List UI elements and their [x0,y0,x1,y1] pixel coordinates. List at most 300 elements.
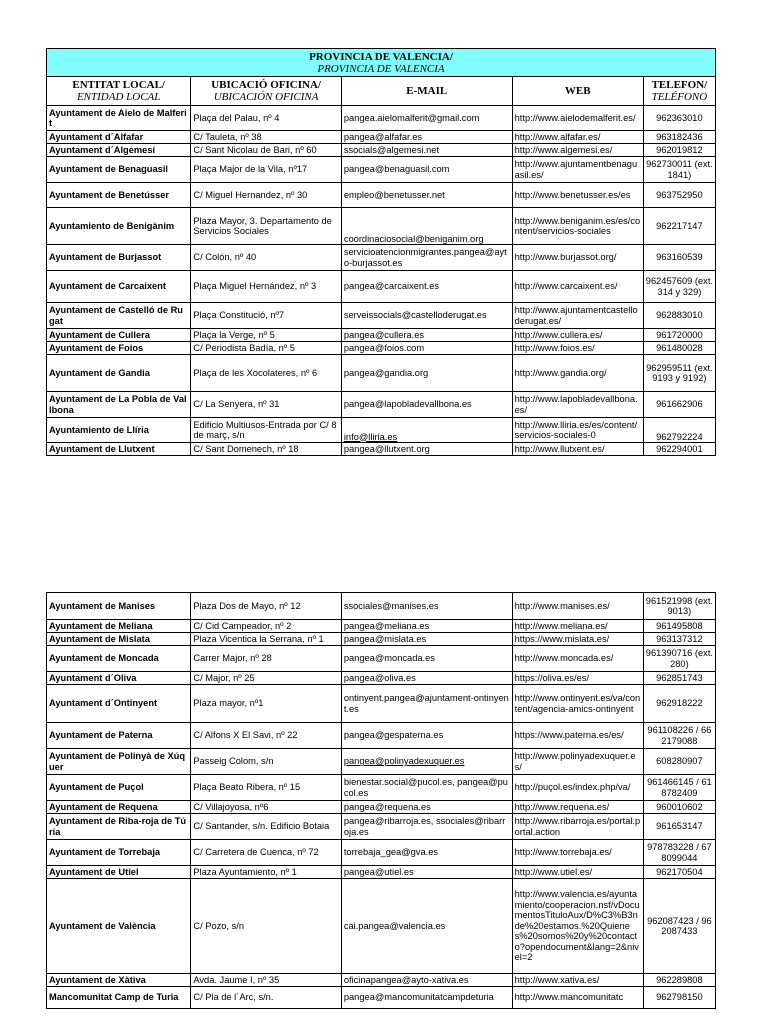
email-cell[interactable] [341,620,512,633]
web-cell-text[interactable]: https://www.paterna.es/es/ [514,730,624,741]
entity-cell-text: Ayuntament de Gandia [49,367,150,378]
office-cell [191,106,341,131]
table-row [47,633,716,646]
phone-cell-text: 961466145 / 618782409 [647,777,712,798]
web-cell-text[interactable]: http://www.ajuntamentcastelloderugat.es/ [514,305,638,326]
office-cell [191,801,341,814]
header-phone-line2: TELÉFONO [651,91,708,103]
web-cell[interactable] [512,987,643,1009]
web-cell-text[interactable]: http://www.manises.es/ [514,600,610,611]
office-cell [191,723,341,749]
office-cell [191,840,341,866]
phone-cell-text: 962087423 / 962087433 [647,915,712,936]
email-cell[interactable] [341,418,512,443]
phone-cell [643,633,715,646]
entity-cell [47,593,191,620]
email-cell-text[interactable]: pangea@polinyadexuquer.es [343,756,465,767]
phone-cell [643,131,715,144]
phone-cell [643,144,715,157]
table-row [47,271,716,303]
header-phone [643,77,715,106]
office-cell [191,443,341,456]
table-row [47,801,716,814]
office-cell [191,879,341,974]
web-cell[interactable] [512,646,643,672]
entity-cell [47,879,191,974]
web-cell[interactable] [512,749,643,775]
entity-cell-text: Ayuntament de Paterna [49,730,153,741]
office-cell [191,814,341,840]
email-cell-text[interactable]: pangea@carcaixent.es [343,281,440,292]
table-row [47,879,716,974]
phone-cell-text: 962363010 [656,112,703,123]
phone-cell [643,866,715,879]
web-cell[interactable] [512,303,643,329]
phone-cell [643,392,715,418]
office-cell-text: C/ Miguel Hernandez, nº 30 [193,189,308,200]
table-row [47,329,716,342]
web-cell-text[interactable]: http://www.alfafar.es/ [514,131,601,142]
email-cell-text[interactable]: pangea@benaguasil.com [343,164,450,175]
email-cell-text[interactable]: oficinapangea@ayto-xativa.es [343,974,469,985]
office-cell [191,672,341,685]
email-cell-text[interactable]: pangea.aielomalferit@gmail.com [343,112,480,123]
email-cell-text[interactable]: serveissocials@castelloderugat.es [343,310,487,321]
table-row [47,723,716,749]
web-cell[interactable] [512,392,643,418]
office-cell [191,245,341,271]
web-cell[interactable] [512,355,643,392]
email-cell[interactable] [341,814,512,840]
email-cell[interactable] [341,672,512,685]
entity-cell [47,646,191,672]
office-cell [191,620,341,633]
office-cell [191,987,341,1009]
web-cell[interactable] [512,208,643,245]
web-cell-text[interactable]: http://www.gandia.org/ [514,367,607,378]
entity-cell-text: Ayuntament d´Algemesí [49,144,156,155]
header-office [191,77,341,106]
email-cell[interactable] [341,443,512,456]
web-cell-text[interactable]: http://www.valencia.es/ayuntamiento/cooperacion.nsf/vDocumentosTituloAux/D%C3%B3nde%20estamos.%20Quienes%20somos%20y%20contacto?opendocument&lang=2&nivel=2 [514,889,640,963]
office-cell-text: C/ Periodista Badía, nº 5 [193,342,295,353]
municipalities-table-2 [46,592,716,1009]
email-cell-text[interactable]: empleo@benetusser.net [343,189,445,200]
web-cell[interactable] [512,672,643,685]
web-cell[interactable] [512,342,643,355]
web-cell-text[interactable]: http://www.lapobladevallbona.es/ [514,394,638,415]
table-row [47,814,716,840]
email-cell-text[interactable]: pangea@ribarroja.es, ssociales@ribarroja.es [343,816,506,837]
email-cell-text[interactable]: pangea@utiel.es [343,866,414,877]
entity-cell-text: Ayuntament de Puçol [49,782,144,793]
email-cell-text[interactable]: pangea@moncada.es [343,653,435,664]
office-cell-text: C/ Tauleta, nº 38 [193,131,262,142]
table-2-body [47,593,716,1009]
office-cell-text: Plaza Dos de Mayo, nº 12 [193,600,301,611]
email-cell[interactable] [341,974,512,987]
web-cell[interactable] [512,723,643,749]
header-web: WEB [512,77,643,106]
email-cell-text[interactable]: pangea@mancomunitatcampdeturia [343,992,494,1003]
phone-cell [643,987,715,1009]
web-cell-text[interactable]: http://www.meliana.es/ [514,620,608,631]
phone-cell-text: 963182436 [656,131,703,142]
web-cell[interactable] [512,620,643,633]
office-cell [191,749,341,775]
entity-cell [47,840,191,866]
table-row [47,303,716,329]
web-cell[interactable] [512,443,643,456]
phone-cell [643,443,715,456]
web-cell-text[interactable]: https://oliva.es/es/ [514,672,590,683]
office-cell [191,775,341,801]
phone-cell-text: 608280907 [656,756,703,767]
email-cell-text[interactable]: ssocials@algemesi.net [343,144,440,155]
phone-cell-text: 961521998 (ext. 9013) [645,595,713,616]
entity-cell-text: Ayuntamiento de Benigànim [49,220,175,231]
table-row [47,987,716,1009]
phone-cell-text: 961720000 [656,329,703,340]
office-cell-text: C/ Villajoyosa, nº6 [193,801,269,812]
web-cell-text[interactable]: http://www.ontinyent.es/va/content/agencia-amics-ontinyent [514,693,641,714]
phone-cell [643,974,715,987]
email-cell[interactable] [341,342,512,355]
web-cell[interactable] [512,879,643,974]
office-cell-text: Avda. Jaume I, nº 35 [193,974,280,985]
entity-cell [47,245,191,271]
table-row [47,974,716,987]
email-cell[interactable] [341,749,512,775]
phone-cell [643,814,715,840]
phone-cell-text: 962798150 [656,992,703,1003]
entity-cell [47,974,191,987]
phone-cell [643,106,715,131]
email-cell[interactable] [341,355,512,392]
web-cell[interactable] [512,685,643,723]
table-row [47,157,716,183]
entity-cell [47,355,191,392]
web-cell-text[interactable]: https://www.mislata.es/ [514,633,610,644]
entity-cell [47,620,191,633]
web-cell-text[interactable]: http://www.foios.es/ [514,342,595,353]
entity-cell [47,814,191,840]
phone-cell [643,355,715,392]
entity-cell-text: Ayuntament de Torrebaja [49,847,161,858]
email-cell-text[interactable]: ssociales@manises.es [343,600,439,611]
phone-cell-text: 961662906 [656,399,703,410]
email-cell[interactable] [341,633,512,646]
office-cell-text: Edificio Multiusos-Entrada por C/ 8 de març, s/n [193,419,337,440]
entity-cell-text: Ayuntament de Mislata [49,633,150,644]
entity-cell-text: Ayuntament d´Ontinyent [49,698,158,709]
office-cell [191,685,341,723]
phone-cell [643,303,715,329]
email-cell-text[interactable]: servicioatencionmigrantes.pangea@ayto-burjassot.es [343,247,507,268]
email-cell-text[interactable]: torrebaja_gea@gva.es [343,847,439,858]
phone-cell-text: 963752950 [656,189,703,200]
email-cell[interactable] [341,208,512,245]
office-cell-text: Plaza Vicentica la Serrana, nº 1 [193,633,324,644]
phone-cell [643,879,715,974]
entity-cell [47,131,191,144]
web-cell[interactable] [512,418,643,443]
phone-cell [643,672,715,685]
table-row [47,144,716,157]
web-cell-text[interactable]: http://www.polinyadexuquer.es/ [514,751,636,772]
web-cell[interactable] [512,633,643,646]
office-cell [191,355,341,392]
phone-cell [643,723,715,749]
phone-cell-text: 962294001 [656,443,703,454]
phone-cell-text: 962019812 [656,144,703,155]
entity-cell [47,723,191,749]
office-cell-text: C/ Colón, nº 40 [193,252,257,263]
office-cell-text: Passeig Colom, s/n [193,756,274,767]
office-cell [191,329,341,342]
office-cell-text: Plaça de les Xocolateres, nº 6 [193,367,318,378]
web-cell[interactable] [512,329,643,342]
web-cell-text[interactable]: http://www.aielodemalferit.es/ [514,112,636,123]
table-row [47,183,716,208]
header-entity-line2: ENTIDAD LOCAL [76,91,161,103]
office-cell-text: C/ La Senyera, nº 31 [193,399,280,410]
email-cell-text[interactable]: pangea@meliana.es [343,620,430,631]
office-cell-text: Plaça del Palau, nº 4 [193,112,280,123]
entity-cell-text: Ayuntament de Meliana [49,620,153,631]
table-row [47,840,716,866]
web-cell-text[interactable]: http://www.benetusser.es/es [514,189,631,200]
office-cell-text: C/ Santander, s/n. Edificio Botaia [193,821,330,832]
phone-cell-text: 962217147 [656,220,703,231]
email-cell[interactable] [341,879,512,974]
entity-cell-text: Ayuntament de Burjassot [49,252,162,263]
phone-cell [643,749,715,775]
email-cell-text[interactable]: pangea@alfafar.es [343,131,423,142]
table-row [47,749,716,775]
entity-cell [47,157,191,183]
web-cell-text[interactable]: http://www.lliria.es/es/content/servicios-sociales-0 [514,419,638,440]
email-cell-text[interactable]: pangea@requena.es [343,801,431,812]
entity-cell [47,144,191,157]
table-row [47,672,716,685]
phone-cell-text: 961390716 (ext. 280) [645,648,713,669]
phone-cell [643,775,715,801]
office-cell-text: Plaza mayor, nº1 [193,698,264,709]
email-cell-text[interactable]: pangea@llutxent.org [343,443,430,454]
phone-cell-text: 961495808 [656,620,703,631]
web-cell-text[interactable]: http://puçol.es/index.php/va/ [514,782,631,793]
web-cell[interactable] [512,775,643,801]
header-email: E-MAIL [341,77,512,106]
phone-cell-text: 962457609 (ext. 314 y 329) [645,276,713,297]
web-cell[interactable] [512,814,643,840]
email-cell[interactable] [341,840,512,866]
web-cell[interactable] [512,271,643,303]
email-cell[interactable] [341,723,512,749]
email-cell-text[interactable]: pangea@cullera.es [343,329,425,340]
table-row [47,775,716,801]
email-cell[interactable] [341,106,512,131]
entity-cell-text: Ayuntament de Benetússer [49,189,170,200]
web-cell-text[interactable]: http://www.xativa.es/ [514,974,600,985]
entity-cell-text: Ayuntament de Benaguasil [49,164,168,175]
office-cell-text: C/ Alfons X El Savi, nº 22 [193,730,298,741]
office-cell [191,974,341,987]
phone-cell-text: 961480028 [656,342,703,353]
email-cell[interactable] [341,866,512,879]
web-cell-text[interactable]: http://www.torrebaja.es/ [514,847,612,858]
table-row [47,106,716,131]
phone-cell [643,801,715,814]
phone-cell [643,620,715,633]
email-cell[interactable] [341,303,512,329]
web-cell[interactable] [512,106,643,131]
web-cell[interactable] [512,183,643,208]
entity-cell-text: Ayuntament de Moncada [49,653,159,664]
entity-cell-text: Ayuntament de València [49,920,156,931]
office-cell [191,593,341,620]
web-cell-text[interactable]: http://www.beniganim.es/es/content/servicios-sociales [514,215,641,236]
header-phone-line1: TELEFON/ [651,79,708,91]
email-cell-text[interactable]: pangea@gandia.org [343,367,429,378]
table-row [47,866,716,879]
phone-cell-text: 978783228 / 678099044 [647,842,712,863]
web-cell[interactable] [512,245,643,271]
email-cell[interactable] [341,646,512,672]
header-office-line1: UBICACIÓ OFICINA/ [211,79,321,91]
office-cell-text: Plaza Mayor, 3. Departamento de Servicios Sociales [193,215,332,236]
email-cell[interactable] [341,392,512,418]
phone-cell-text: 962792224 [656,431,703,442]
web-cell-text[interactable]: http://www.ribarroja.es/portal.portal.action [514,816,641,837]
email-cell-text[interactable]: pangea@mislata.es [343,633,427,644]
province-title-line1: PROVINCIA DE VALENCIA/ [309,51,453,63]
email-cell[interactable] [341,183,512,208]
entity-cell [47,303,191,329]
email-cell-text[interactable]: cai.pangea@valencia.es [343,920,446,931]
web-cell-text[interactable]: http://www.moncada.es/ [514,653,614,664]
web-cell[interactable] [512,801,643,814]
office-cell-text: Plaça Miguel Hernández, nº 3 [193,281,317,292]
email-cell[interactable] [341,801,512,814]
office-cell-text: C/ Pla de l´Arc, s/n. [193,992,274,1003]
web-cell-text[interactable]: http://www.mancomunitatc [514,992,624,1003]
email-cell[interactable] [341,329,512,342]
entity-cell-text: Ayuntament d´Alfafar [49,131,144,142]
table-row [47,443,716,456]
email-cell[interactable] [341,157,512,183]
phone-cell [643,183,715,208]
email-cell-text[interactable]: pangea@foios.com [343,342,425,353]
office-cell-text: Plaça la Verge, nº 5 [193,329,275,340]
phone-cell-text: 962730011 (ext. 1841) [646,159,713,180]
entity-cell [47,208,191,245]
table-row [47,685,716,723]
phone-cell [643,418,715,443]
web-cell-text[interactable]: http://www.algemesi.es/ [514,144,613,155]
entity-cell-text: Ayuntament de La Pobla de Vallbona [49,394,187,415]
phone-cell-text: 962170504 [656,866,703,877]
web-cell-text[interactable]: http://www.cullera.es/ [514,329,603,340]
entity-cell-text: Ayuntamiento de Llíria [49,424,149,435]
email-cell-text[interactable]: bienestar.social@pucol.es, pangea@pucol.es [343,777,508,798]
web-cell-text[interactable]: http://www.burjassot.org/ [514,252,617,263]
phone-cell [643,840,715,866]
entity-cell-text: Ayuntament de Manises [49,600,156,611]
entity-cell [47,183,191,208]
web-cell-text[interactable]: http://www.requena.es/ [514,801,610,812]
entity-cell-text: Ayuntament de Carcaixent [49,281,166,292]
web-cell[interactable] [512,593,643,620]
entity-cell-text: Ayuntament de Requena [49,801,158,812]
email-cell[interactable] [341,987,512,1009]
office-cell [191,144,341,157]
web-cell-text[interactable]: http://www.utiel.es/ [514,866,593,877]
office-cell [191,131,341,144]
web-cell[interactable] [512,974,643,987]
phone-cell [643,208,715,245]
entity-cell [47,987,191,1009]
email-cell-text[interactable]: pangea@lapobladevallbona.es [343,399,472,410]
entity-cell [47,342,191,355]
entity-cell [47,271,191,303]
web-cell[interactable] [512,131,643,144]
email-cell-text[interactable]: info@lliria.es [343,431,398,442]
office-cell [191,271,341,303]
phone-cell [643,245,715,271]
email-cell-text[interactable]: pangea@gespaterna.es [343,730,444,741]
email-cell[interactable] [341,775,512,801]
email-cell[interactable] [341,131,512,144]
office-cell [191,866,341,879]
web-cell[interactable] [512,157,643,183]
web-cell[interactable] [512,840,643,866]
web-cell[interactable] [512,144,643,157]
office-cell [191,392,341,418]
email-cell[interactable] [341,685,512,723]
email-cell[interactable] [341,593,512,620]
office-cell-text: C/ Carretera de Cuenca, nº 72 [193,847,319,858]
email-cell-text[interactable]: coordinaciosocial@beniganim.org [343,233,484,244]
web-cell-text[interactable]: http://www.ajuntamentbenaguasil.es/ [514,159,638,180]
phone-cell-text: 963137312 [656,633,703,644]
phone-cell [643,329,715,342]
province-title-line2: PROVINCIA DE VALENCIA [317,63,445,75]
office-cell-text: C/ Pozo, s/n [193,920,244,931]
table-row [47,208,716,245]
office-cell-text: Plaza Ayuntamiento, nº 1 [193,866,297,877]
email-cell[interactable] [341,245,512,271]
email-cell[interactable] [341,271,512,303]
email-cell[interactable] [341,144,512,157]
email-cell-text[interactable]: ontinyent.pangea@ajuntament-ontinyent.es [343,693,509,714]
entity-cell [47,633,191,646]
web-cell-text[interactable]: http://www.llutxent.es/ [514,443,605,454]
header-entity [47,77,191,106]
entity-cell [47,685,191,723]
office-cell-text: C/ Sant Nicolau de Bari, nº 60 [193,144,317,155]
email-cell-text[interactable]: pangea@oliva.es [343,672,416,683]
office-cell [191,183,341,208]
web-cell[interactable] [512,866,643,879]
phone-cell [643,271,715,303]
entity-cell [47,672,191,685]
web-cell-text[interactable]: http://www.carcaixent.es/ [514,281,618,292]
table-row [47,418,716,443]
entity-cell [47,775,191,801]
office-cell [191,303,341,329]
